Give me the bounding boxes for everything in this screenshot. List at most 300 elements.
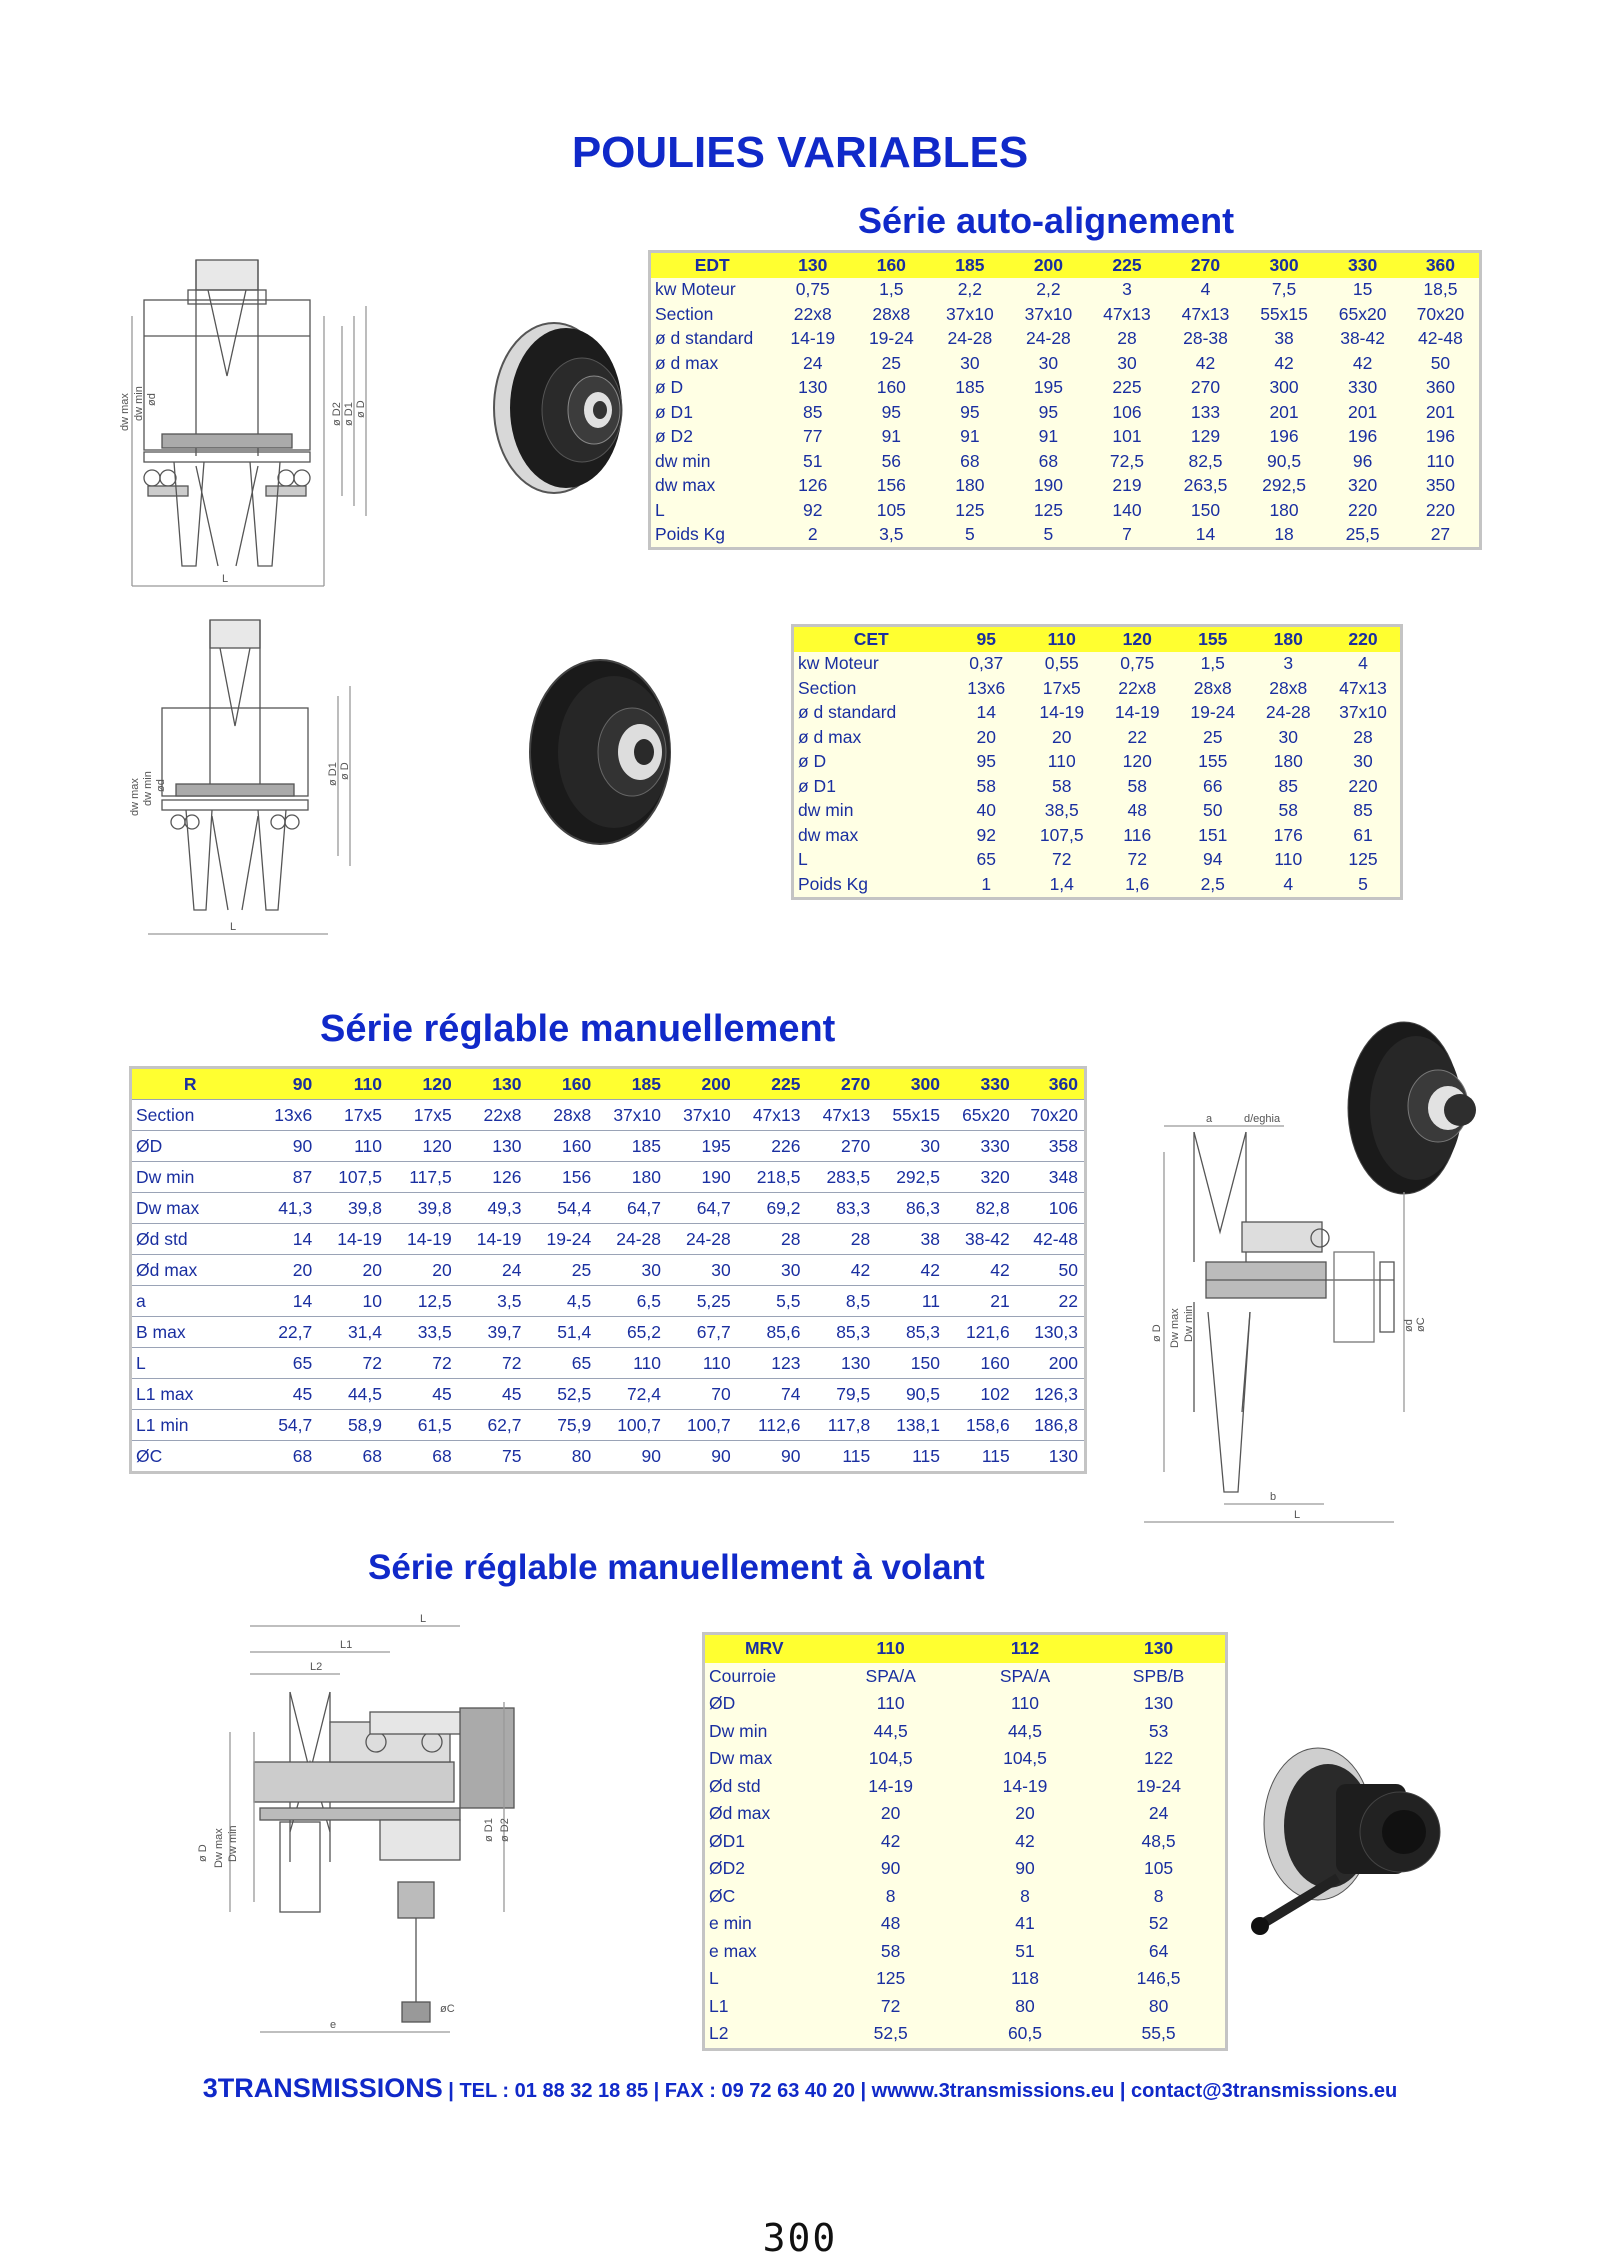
value-cell: 14-19	[1039, 702, 1085, 723]
value-cell: 28x8	[528, 1100, 598, 1131]
row-label-cell: Section	[655, 303, 714, 324]
value-cell: 126	[798, 475, 828, 496]
value-cell: 11	[876, 1286, 946, 1317]
header-size-cell: 185	[597, 1068, 667, 1100]
row-label-cell: Poids Kg	[655, 524, 726, 545]
svg-text:dw max: dw max	[119, 393, 131, 431]
value-cell: 44,5	[1007, 1720, 1043, 1741]
value-cell: 116	[1123, 824, 1152, 845]
table-row	[793, 725, 1402, 750]
value-cell: 58	[1127, 775, 1147, 796]
value-cell: 110	[318, 1131, 388, 1162]
value-cell: 60,5	[1007, 2023, 1043, 2044]
value-cell: 28-38	[1183, 328, 1228, 349]
table-row	[131, 1286, 1086, 1317]
row-label-cell: ø D1	[655, 401, 693, 422]
table-row	[650, 302, 1481, 327]
value-cell: 72	[880, 1995, 901, 2016]
value-cell: 30	[1117, 352, 1137, 373]
table-row	[704, 1938, 1227, 1966]
row-label-cell: ø D	[655, 377, 684, 398]
value-cell: 104,5	[1003, 1748, 1047, 1769]
value-cell: 158,6	[946, 1410, 1016, 1441]
value-cell: 51,4	[528, 1317, 598, 1348]
row-label-cell: e min	[709, 1913, 752, 1934]
value-cell: 25	[1203, 726, 1223, 747]
value-cell: 42	[1015, 1830, 1035, 1851]
value-cell: 83,3	[807, 1193, 877, 1224]
table-row	[704, 1800, 1227, 1828]
header-size-cell: 180	[1251, 626, 1327, 652]
value-cell: 87	[249, 1162, 319, 1193]
value-cell: 107,5	[318, 1162, 388, 1193]
value-cell: 47x13	[1339, 677, 1387, 698]
header-size-cell: 185	[931, 252, 1010, 278]
table-row	[793, 799, 1402, 824]
value-cell: 106	[1112, 401, 1142, 422]
header-size-cell: 130	[458, 1068, 528, 1100]
svg-text:dw max: dw max	[129, 778, 141, 816]
table-row	[650, 400, 1481, 425]
row-label-cell: ØD1	[709, 1830, 745, 1851]
svg-text:ø D: ø D	[197, 1844, 209, 1862]
value-cell: 0,75	[795, 279, 830, 300]
value-cell: 42	[1195, 352, 1216, 373]
table-row	[793, 823, 1402, 848]
value-cell: 120	[388, 1131, 458, 1162]
value-cell: 110	[1426, 450, 1455, 471]
value-cell: 30	[1278, 726, 1298, 747]
value-cell: 110	[667, 1348, 737, 1379]
table-r	[129, 1066, 1087, 1474]
header-size-cell: 200	[1009, 252, 1088, 278]
value-cell: 70x20	[1016, 1100, 1086, 1131]
table-mrv	[702, 1632, 1228, 2051]
row-label-cell: ø d max	[798, 726, 862, 747]
value-cell: 122	[1143, 1748, 1174, 1769]
value-cell: 72	[458, 1348, 528, 1379]
value-cell: 85	[1353, 800, 1373, 821]
value-cell: 69,2	[737, 1193, 807, 1224]
value-cell: 37x10	[946, 303, 994, 324]
value-cell: 68	[249, 1441, 319, 1473]
value-cell: 67,7	[667, 1317, 737, 1348]
row-label-cell: ØD	[131, 1131, 249, 1162]
value-cell: 52,5	[873, 2023, 908, 2044]
header-size-cell: 200	[667, 1068, 737, 1100]
table-header-row	[704, 1634, 1227, 1663]
table-row	[131, 1379, 1086, 1410]
value-cell: 30	[597, 1255, 667, 1286]
svg-text:ø D1: ø D1	[343, 402, 355, 426]
value-cell: 123	[737, 1348, 807, 1379]
svg-text:ø D1: ø D1	[483, 1818, 495, 1842]
value-cell: 80	[528, 1441, 598, 1473]
header-size-cell: 225	[737, 1068, 807, 1100]
value-cell: 49,3	[458, 1193, 528, 1224]
value-cell: 220	[1348, 499, 1378, 520]
row-label-cell: Dw min	[709, 1720, 768, 1741]
value-cell: 82,8	[946, 1193, 1016, 1224]
value-cell: 38,5	[1044, 800, 1079, 821]
row-label-cell: ØC	[709, 1885, 736, 1906]
value-cell: 14	[1195, 524, 1216, 545]
row-label-cell: Section	[798, 677, 857, 698]
value-cell: 80	[1015, 1995, 1035, 2016]
technical-drawing-mrv	[170, 1612, 640, 2082]
value-cell: 8,5	[807, 1286, 877, 1317]
value-cell: 115	[946, 1441, 1016, 1473]
footer-contact	[0, 2073, 1600, 2104]
table-edt	[648, 250, 1482, 550]
row-label-cell: B max	[131, 1317, 249, 1348]
value-cell: 24-28	[947, 328, 993, 349]
value-cell: 24-28	[1265, 702, 1311, 723]
value-cell: 39,8	[388, 1193, 458, 1224]
value-cell: 126,3	[1016, 1379, 1086, 1410]
table-row	[793, 750, 1402, 775]
value-cell: 100,7	[597, 1410, 667, 1441]
header-size-cell: 300	[1245, 252, 1324, 278]
value-cell: 117,8	[807, 1410, 877, 1441]
table-row	[704, 1965, 1227, 1993]
value-cell: 47x13	[737, 1100, 807, 1131]
value-cell: 219	[1112, 475, 1142, 496]
row-label-cell: Dw max	[709, 1748, 773, 1769]
value-cell: 350	[1425, 475, 1456, 496]
value-cell: 90	[1015, 1858, 1035, 1879]
table-row	[131, 1348, 1086, 1379]
value-cell: 85	[1278, 775, 1298, 796]
value-cell: 47x13	[1103, 303, 1151, 324]
row-label-cell: ØD2	[709, 1858, 745, 1879]
value-cell: 1,5	[1200, 653, 1225, 674]
value-cell: 75	[458, 1441, 528, 1473]
value-cell: 58,9	[318, 1410, 388, 1441]
svg-text:ø D2: ø D2	[331, 402, 343, 426]
header-size-cell: 120	[388, 1068, 458, 1100]
row-label-cell: L1 max	[131, 1379, 249, 1410]
value-cell: 55x15	[876, 1100, 946, 1131]
section-title-manual: Série réglable manuellement	[320, 1008, 836, 1050]
value-cell: 160	[528, 1131, 598, 1162]
row-label-cell: ø d standard	[798, 702, 897, 723]
value-cell: 37x10	[1024, 303, 1073, 324]
value-cell: 125	[955, 499, 985, 520]
value-cell: 30	[667, 1255, 737, 1286]
value-cell: 62,7	[458, 1410, 528, 1441]
value-cell: 110	[1047, 751, 1076, 772]
value-cell: 160	[946, 1348, 1016, 1379]
value-cell: 86,3	[876, 1193, 946, 1224]
value-cell: 156	[876, 475, 906, 496]
value-cell: 24	[1148, 1803, 1169, 1824]
row-label-cell: Dw min	[131, 1162, 249, 1193]
value-cell: 72,5	[1109, 450, 1144, 471]
value-cell: 79,5	[807, 1379, 877, 1410]
value-cell: 54,4	[528, 1193, 598, 1224]
value-cell: 105	[876, 499, 906, 520]
value-cell: 68	[960, 450, 980, 471]
value-cell: 115	[876, 1441, 946, 1473]
value-cell: 160	[876, 377, 906, 398]
value-cell: 14-19	[388, 1224, 458, 1255]
svg-text:ø D: ø D	[339, 762, 351, 780]
footer-details: | TEL : 01 88 32 18 85 | FAX : 09 72 63 40 20 | wwww.3transmissions.eu | contact@3transmissions.eu	[442, 2080, 1398, 2102]
value-cell: 201	[1348, 401, 1378, 422]
value-cell: 50	[1203, 800, 1223, 821]
value-cell: 90	[249, 1131, 319, 1162]
value-cell: 155	[1198, 751, 1228, 772]
value-cell: 130,3	[1016, 1317, 1086, 1348]
value-cell: 150	[876, 1348, 946, 1379]
value-cell: 74	[737, 1379, 807, 1410]
row-label-cell: dw max	[798, 824, 859, 845]
value-cell: 19-24	[1136, 1775, 1181, 1796]
value-cell: 95	[976, 751, 996, 772]
value-cell: 110	[876, 1693, 905, 1714]
technical-drawing-cet	[128, 616, 458, 946]
value-cell: 85	[803, 401, 823, 422]
value-cell: 1	[981, 873, 992, 894]
value-cell: 75,9	[528, 1410, 598, 1441]
value-cell: 30	[1353, 751, 1373, 772]
header-model-cell: CET	[793, 626, 949, 652]
value-cell: 65	[976, 849, 996, 870]
value-cell: 95	[960, 401, 980, 422]
value-cell: 64	[1148, 1940, 1169, 1961]
value-cell: 8	[1153, 1885, 1164, 1906]
value-cell: 33,5	[388, 1317, 458, 1348]
table-header-row	[650, 252, 1481, 278]
value-cell: 176	[1273, 824, 1303, 845]
value-cell: 0,37	[969, 653, 1004, 674]
header-size-cell: 90	[249, 1068, 319, 1100]
value-cell: 90	[737, 1441, 807, 1473]
value-cell: 22x8	[793, 303, 832, 324]
table-row	[131, 1162, 1086, 1193]
value-cell: 65	[528, 1348, 598, 1379]
value-cell: 20	[1052, 726, 1072, 747]
value-cell: 72	[1052, 849, 1072, 870]
svg-text:ød: ød	[146, 393, 158, 406]
value-cell: 42	[946, 1255, 1016, 1286]
value-cell: 3	[1122, 279, 1132, 300]
row-label-cell: Dw max	[131, 1193, 249, 1224]
value-cell: 25	[528, 1255, 598, 1286]
value-cell: 85,6	[737, 1317, 807, 1348]
header-size-cell: 112	[958, 1634, 1092, 1663]
value-cell: 51	[803, 450, 823, 471]
header-size-cell: 155	[1175, 626, 1251, 652]
svg-text:ø D2: ø D2	[499, 1818, 511, 1842]
value-cell: 82,5	[1188, 450, 1223, 471]
svg-text:L1: L1	[340, 1639, 353, 1651]
value-cell: 91	[881, 426, 902, 447]
value-cell: 48	[880, 1913, 901, 1934]
value-cell: 186,8	[1016, 1410, 1086, 1441]
value-cell: 30	[876, 1131, 946, 1162]
table-row	[650, 449, 1481, 474]
value-cell: 28	[1353, 726, 1373, 747]
value-cell: 52	[1148, 1913, 1169, 1934]
value-cell: 2	[807, 524, 818, 545]
value-cell: 190	[667, 1162, 737, 1193]
svg-text:L: L	[420, 1613, 427, 1625]
value-cell: 7	[1122, 524, 1132, 545]
value-cell: 19-24	[1190, 702, 1236, 723]
row-label-cell: Ød std	[131, 1224, 249, 1255]
value-cell: 151	[1198, 824, 1228, 845]
svg-text:ø D: ø D	[1151, 1324, 1163, 1342]
value-cell: 45	[249, 1379, 319, 1410]
value-cell: 18,5	[1423, 279, 1458, 300]
header-size-cell: 160	[528, 1068, 598, 1100]
header-size-cell: 225	[1088, 252, 1167, 278]
value-cell: 101	[1112, 426, 1142, 447]
table-row	[704, 1828, 1227, 1856]
value-cell: 5	[1043, 524, 1054, 545]
value-cell: 17x5	[388, 1100, 458, 1131]
value-cell: 58	[1278, 800, 1298, 821]
header-size-cell: 130	[774, 252, 853, 278]
value-cell: 24	[803, 352, 823, 373]
table-row	[131, 1255, 1086, 1286]
table-row	[704, 1855, 1227, 1883]
value-cell: 196	[1348, 426, 1378, 447]
value-cell: 105	[1143, 1858, 1174, 1879]
value-cell: 19-24	[868, 328, 914, 349]
value-cell: 68	[318, 1441, 388, 1473]
value-cell: 200	[1016, 1348, 1086, 1379]
svg-text:b: b	[1270, 1491, 1277, 1503]
svg-text:L: L	[230, 921, 237, 933]
header-size-cell: 120	[1100, 626, 1176, 652]
table-row	[650, 278, 1481, 303]
value-cell: 70x20	[1416, 303, 1465, 324]
value-cell: 40	[976, 800, 996, 821]
value-cell: 95	[1038, 401, 1059, 422]
row-label-cell: ØC	[131, 1441, 249, 1473]
svg-text:ø D1: ø D1	[327, 762, 339, 786]
value-cell: 4	[1358, 653, 1368, 674]
value-cell: 42	[807, 1255, 877, 1286]
value-cell: 20	[249, 1255, 319, 1286]
value-cell: 64,7	[667, 1193, 737, 1224]
value-cell: 2,2	[957, 279, 983, 300]
value-cell: 24-28	[597, 1224, 667, 1255]
table-header-row	[131, 1068, 1086, 1100]
value-cell: 130	[1143, 1693, 1174, 1714]
svg-text:dw min: dw min	[133, 386, 145, 421]
value-cell: 1,4	[1049, 873, 1074, 894]
value-cell: 18	[1274, 524, 1294, 545]
value-cell: 100,7	[667, 1410, 737, 1441]
value-cell: 110	[597, 1348, 667, 1379]
value-cell: 48	[1127, 800, 1147, 821]
row-label-cell: L	[798, 849, 808, 870]
value-cell: 90,5	[1267, 450, 1302, 471]
value-cell: 65x20	[946, 1100, 1016, 1131]
value-cell: 14-19	[790, 328, 836, 349]
row-label-cell: Courroie	[709, 1665, 777, 1686]
value-cell: 42-48	[1016, 1224, 1086, 1255]
value-cell: 150	[1190, 499, 1221, 520]
value-cell: 14-19	[1114, 702, 1160, 723]
header-size-cell: 130	[1092, 1634, 1226, 1663]
value-cell: 2,5	[1200, 873, 1225, 894]
table-row	[793, 848, 1402, 873]
value-cell: 72	[318, 1348, 388, 1379]
value-cell: 70	[667, 1379, 737, 1410]
value-cell: 85,3	[876, 1317, 946, 1348]
value-cell: 14-19	[458, 1224, 528, 1255]
value-cell: 42	[880, 1830, 901, 1851]
value-cell: 21	[946, 1286, 1016, 1317]
row-label-cell: ø d max	[655, 352, 719, 373]
value-cell: 146,5	[1136, 1968, 1181, 1989]
svg-text:e: e	[330, 2019, 337, 2031]
row-label-cell: dw min	[655, 450, 711, 471]
value-cell: 52,5	[528, 1379, 598, 1410]
value-cell: 42	[1274, 352, 1294, 373]
value-cell: 107,5	[1039, 824, 1084, 845]
value-cell: 225	[1112, 377, 1142, 398]
svg-text:L: L	[1294, 1509, 1301, 1521]
header-size-cell: 270	[807, 1068, 877, 1100]
value-cell: 130	[458, 1131, 528, 1162]
value-cell: 28x8	[872, 303, 911, 324]
table-header-row	[793, 626, 1402, 652]
table-row	[131, 1224, 1086, 1255]
section-title-volant: Série réglable manuellement à volant	[368, 1548, 985, 1587]
value-cell: 22,7	[249, 1317, 319, 1348]
row-label-cell: ø D2	[655, 426, 693, 447]
row-label-cell: L	[131, 1348, 249, 1379]
value-cell: 22x8	[458, 1100, 528, 1131]
technical-drawing-edt	[118, 256, 458, 596]
row-label-cell: ø d standard	[655, 328, 754, 349]
value-cell: 201	[1425, 401, 1456, 422]
table-row	[131, 1441, 1086, 1473]
pulley-photo-edt	[484, 318, 654, 498]
value-cell: 0,55	[1044, 653, 1079, 674]
table-row	[131, 1410, 1086, 1441]
value-cell: 65,2	[597, 1317, 667, 1348]
row-label-cell: Poids Kg	[798, 873, 869, 894]
value-cell: 360	[1425, 377, 1456, 398]
value-cell: 30	[737, 1255, 807, 1286]
value-cell: 90	[597, 1441, 667, 1473]
value-cell: 180	[1273, 751, 1303, 772]
value-cell: 37x10	[667, 1100, 737, 1131]
value-cell: 180	[955, 475, 985, 496]
row-label-cell: e max	[709, 1940, 757, 1961]
table-row	[131, 1193, 1086, 1224]
value-cell: 196	[1269, 426, 1299, 447]
header-model-cell: MRV	[704, 1634, 824, 1663]
value-cell: 3,5	[458, 1286, 528, 1317]
value-cell: 31,4	[318, 1317, 388, 1348]
header-size-cell: 330	[1323, 252, 1402, 278]
value-cell: 95	[881, 401, 902, 422]
value-cell: 25	[881, 352, 902, 373]
table-row	[704, 1993, 1227, 2021]
value-cell: 226	[737, 1131, 807, 1162]
value-cell: 121,6	[946, 1317, 1016, 1348]
value-cell: 94	[1203, 849, 1223, 870]
row-label-cell: ØD	[709, 1693, 736, 1714]
